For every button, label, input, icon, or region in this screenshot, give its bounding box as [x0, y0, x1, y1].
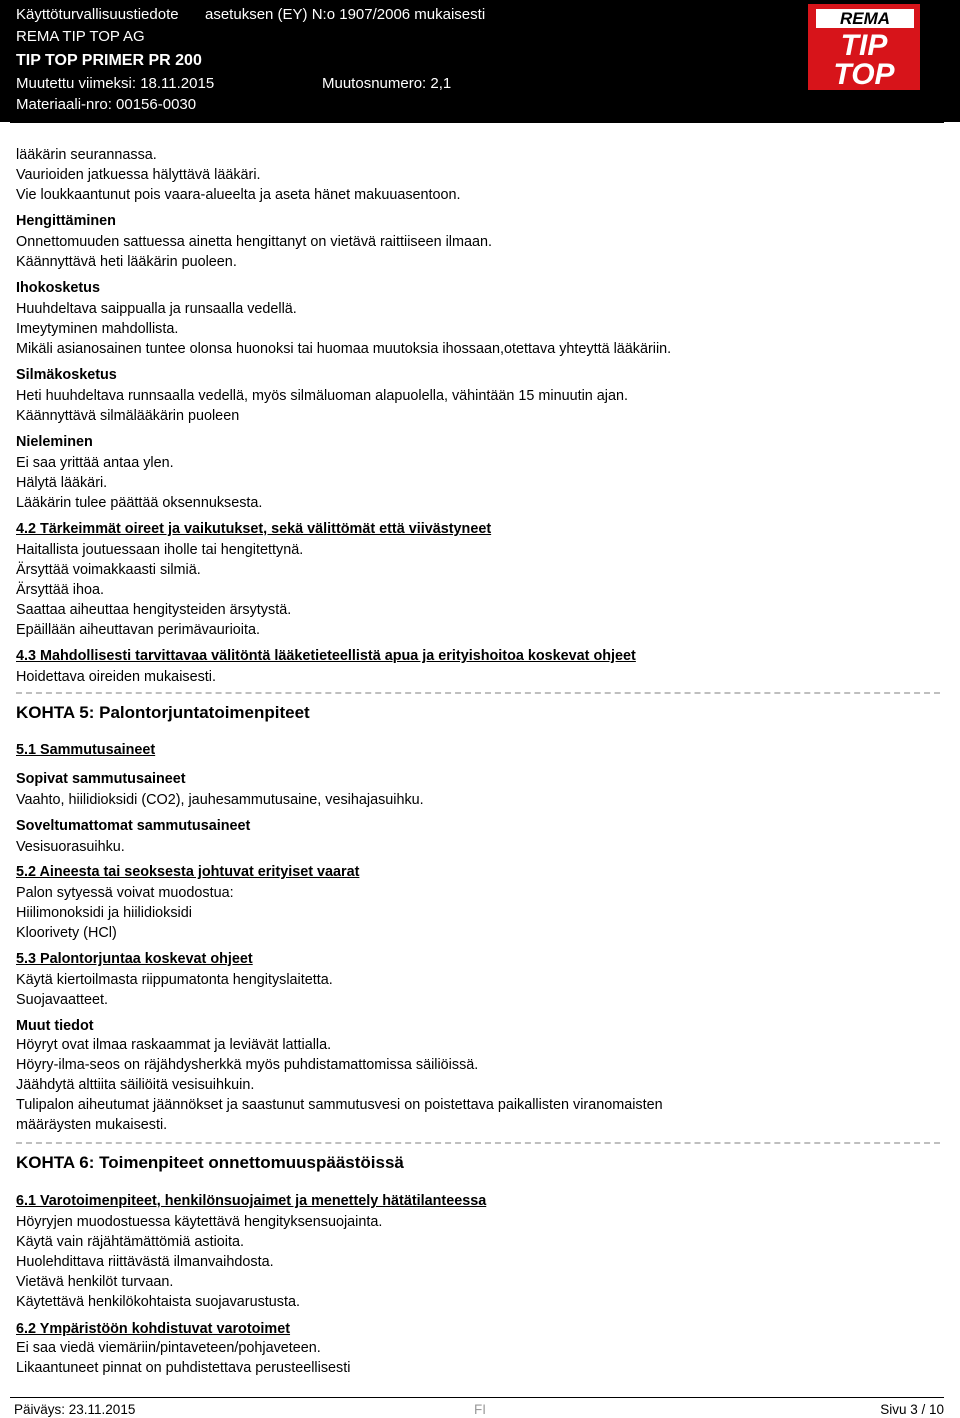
skin-contact-line: Imeytyminen mahdollista. [16, 321, 179, 337]
other-info-line: Höyry-ilma-seos on räjähdysherkkä myös puhdistamattomissa säiliöissä. [16, 1057, 479, 1073]
symptom-line: Haitallista joutuessaan iholle tai hengitettynä. [16, 542, 304, 558]
unsuitable-media-text: Vesisuorasuihku. [16, 839, 125, 855]
section-divider [16, 692, 940, 694]
precaution-line: Käytä vain räjähtämättömiä astioita. [16, 1234, 244, 1250]
product-name: TIP TOP PRIMER PR 200 [16, 52, 202, 69]
document-title: Käyttöturvallisuustiedote [16, 6, 179, 23]
symptom-line: Ärsyttää ihoa. [16, 582, 104, 598]
inhalation-heading: Hengittäminen [16, 213, 116, 229]
precaution-line: Huolehdittava riittävästä ilmanvaihdosta. [16, 1254, 274, 1270]
page-number: Sivu 3 / 10 [880, 1402, 944, 1417]
treatment-line: Hoidettava oireiden mukaisesti. [16, 669, 216, 685]
eye-contact-heading: Silmäkosketus [16, 367, 117, 383]
firefighting-line: Suojavaatteet. [16, 992, 109, 1008]
rema-tip-top-logo [808, 4, 920, 90]
skin-contact-heading: Ihokosketus [16, 280, 100, 296]
eye-contact-line: Heti huuhdeltava runnsaalla vedellä, myös silmäluoman alapuolella, vähintään 15 minuutin ajan. [16, 388, 628, 404]
symptom-line: Saattaa aiheuttaa hengitysteiden ärsytystä. [16, 602, 292, 618]
svg-text:REMA: REMA [839, 9, 891, 28]
unsuitable-media-heading: Soveltumattomat sammutusaineet [16, 818, 251, 834]
other-info-line: määräysten mukaisesti. [16, 1117, 168, 1133]
ingestion-line: Lääkärin tulee päättää oksennuksesta. [16, 495, 263, 511]
section-6-title: KOHTA 6: Toimenpiteet onnettomuuspäästöissä [16, 1153, 404, 1172]
symptom-line: Ärsyttää voimakkaasti silmiä. [16, 562, 201, 578]
other-info-line: Jäähdytä alttiita säiliöitä vesisuihkuin. [16, 1077, 255, 1093]
subsection-5-2-heading: 5.2 Aineesta tai seoksesta johtuvat erityiset vaarat [16, 864, 360, 880]
firefighting-line: Käytä kiertoilmasta riippumatonta hengityslaitetta. [16, 972, 333, 988]
modified-date: Muutettu viimeksi: 18.11.2015 [16, 75, 215, 92]
other-info-line: Höyryt ovat ilmaa raskaammat ja leviävät lattialla. [16, 1037, 332, 1053]
revision-number: Muutosnumero: 2,1 [322, 75, 452, 92]
other-info-heading: Muut tiedot [16, 1018, 94, 1034]
svg-text:TOP: TOP [833, 58, 895, 90]
environment-line: Likaantuneet pinnat on puhdistettava perusteellisesti [16, 1360, 351, 1376]
subsection-6-2-heading: 6.2 Ympäristöön kohdistuvat varotoimet [16, 1321, 291, 1337]
section-divider [16, 1142, 940, 1144]
eye-contact-line: Käännyttävä silmälääkärin puoleen [16, 408, 240, 424]
inhalation-line: Onnettomuuden sattuessa ainetta hengittanyt on vietävä raittiiseen ilmaan. [16, 234, 492, 250]
skin-contact-line: Huuhdeltava saippualla ja runsaalla vedellä. [16, 301, 297, 317]
environment-line: Ei saa viedä viemäriin/pintaveteen/pohjaveteen. [16, 1340, 321, 1356]
suitable-media-text: Vaahto, hiilidioksidi (CO2), jauhesammutusaine, vesihajasuihku. [16, 792, 424, 808]
footer-rule [10, 1397, 944, 1398]
inhalation-line: Käännyttävä heti lääkärin puoleen. [16, 254, 237, 270]
section-5-title: KOHTA 5: Palontorjuntatoimenpiteet [16, 703, 310, 722]
suitable-media-heading: Sopivat sammutusaineet [16, 771, 186, 787]
first-aid-line: Vaurioiden jatkuessa hälyttävä lääkäri. [16, 167, 261, 183]
header-rule [10, 121, 944, 123]
other-info-line: Tulipalon aiheutumat jäännökset ja saastunut sammutusvesi on poistettava paikallisten viranomaisten [16, 1097, 663, 1113]
ingestion-heading: Nieleminen [16, 434, 93, 450]
first-aid-line: lääkärin seurannassa. [16, 147, 157, 163]
subsection-5-1-heading: 5.1 Sammutusaineet [16, 742, 156, 758]
subsection-4-3-heading: 4.3 Mahdollisesti tarvittavaa välitöntä lääketieteellistä apua ja erityishoitoa koskevat ohjeet [16, 648, 636, 664]
ingestion-line: Hälytä lääkäri. [16, 475, 108, 491]
svg-text:TIP: TIP [840, 29, 888, 62]
first-aid-line: Vie loukkaantunut pois vaara-alueelta ja aseta hänet makuuasentoon. [16, 187, 461, 203]
precaution-line: Käytettävä henkilökohtaista suojavarustusta. [16, 1294, 300, 1310]
skin-contact-line: Mikäli asianosainen tuntee olonsa huonoksi tai huomaa muutoksia ihossaan,otettava yhteyttä lääkäriin. [16, 341, 672, 357]
subsection-5-3-heading: 5.3 Palontorjuntaa koskevat ohjeet [16, 951, 253, 967]
regulation-reference: asetuksen (EY) N:o 1907/2006 mukaisesti [205, 6, 486, 23]
subsection-6-1-heading: 6.1 Varotoimenpiteet, henkilönsuojaimet ja menettely hätätilanteessa [16, 1193, 487, 1209]
subsection-4-2-heading: 4.2 Tärkeimmät oireet ja vaikutukset, sekä välittömät että viivästyneet [16, 521, 492, 537]
symptom-line: Epäillään aiheuttavan perimävaurioita. [16, 622, 260, 638]
print-date: Päiväys: 23.11.2015 [14, 1402, 136, 1417]
company-name: REMA TIP TOP AG [16, 28, 145, 45]
hazard-line: Palon sytyessä voivat muodostua: [16, 885, 234, 901]
hazard-line: Kloorivety (HCl) [16, 925, 117, 941]
material-number: Materiaali-nro: 00156-0030 [16, 96, 197, 113]
precaution-line: Vietävä henkilöt turvaan. [16, 1274, 174, 1290]
precaution-line: Höyryjen muodostuessa käytettävä hengityksensuojainta. [16, 1214, 383, 1230]
ingestion-line: Ei saa yrittää antaa ylen. [16, 455, 174, 471]
hazard-line: Hiilimonoksidi ja hiilidioksidi [16, 905, 192, 921]
language-code: FI [474, 1402, 486, 1417]
